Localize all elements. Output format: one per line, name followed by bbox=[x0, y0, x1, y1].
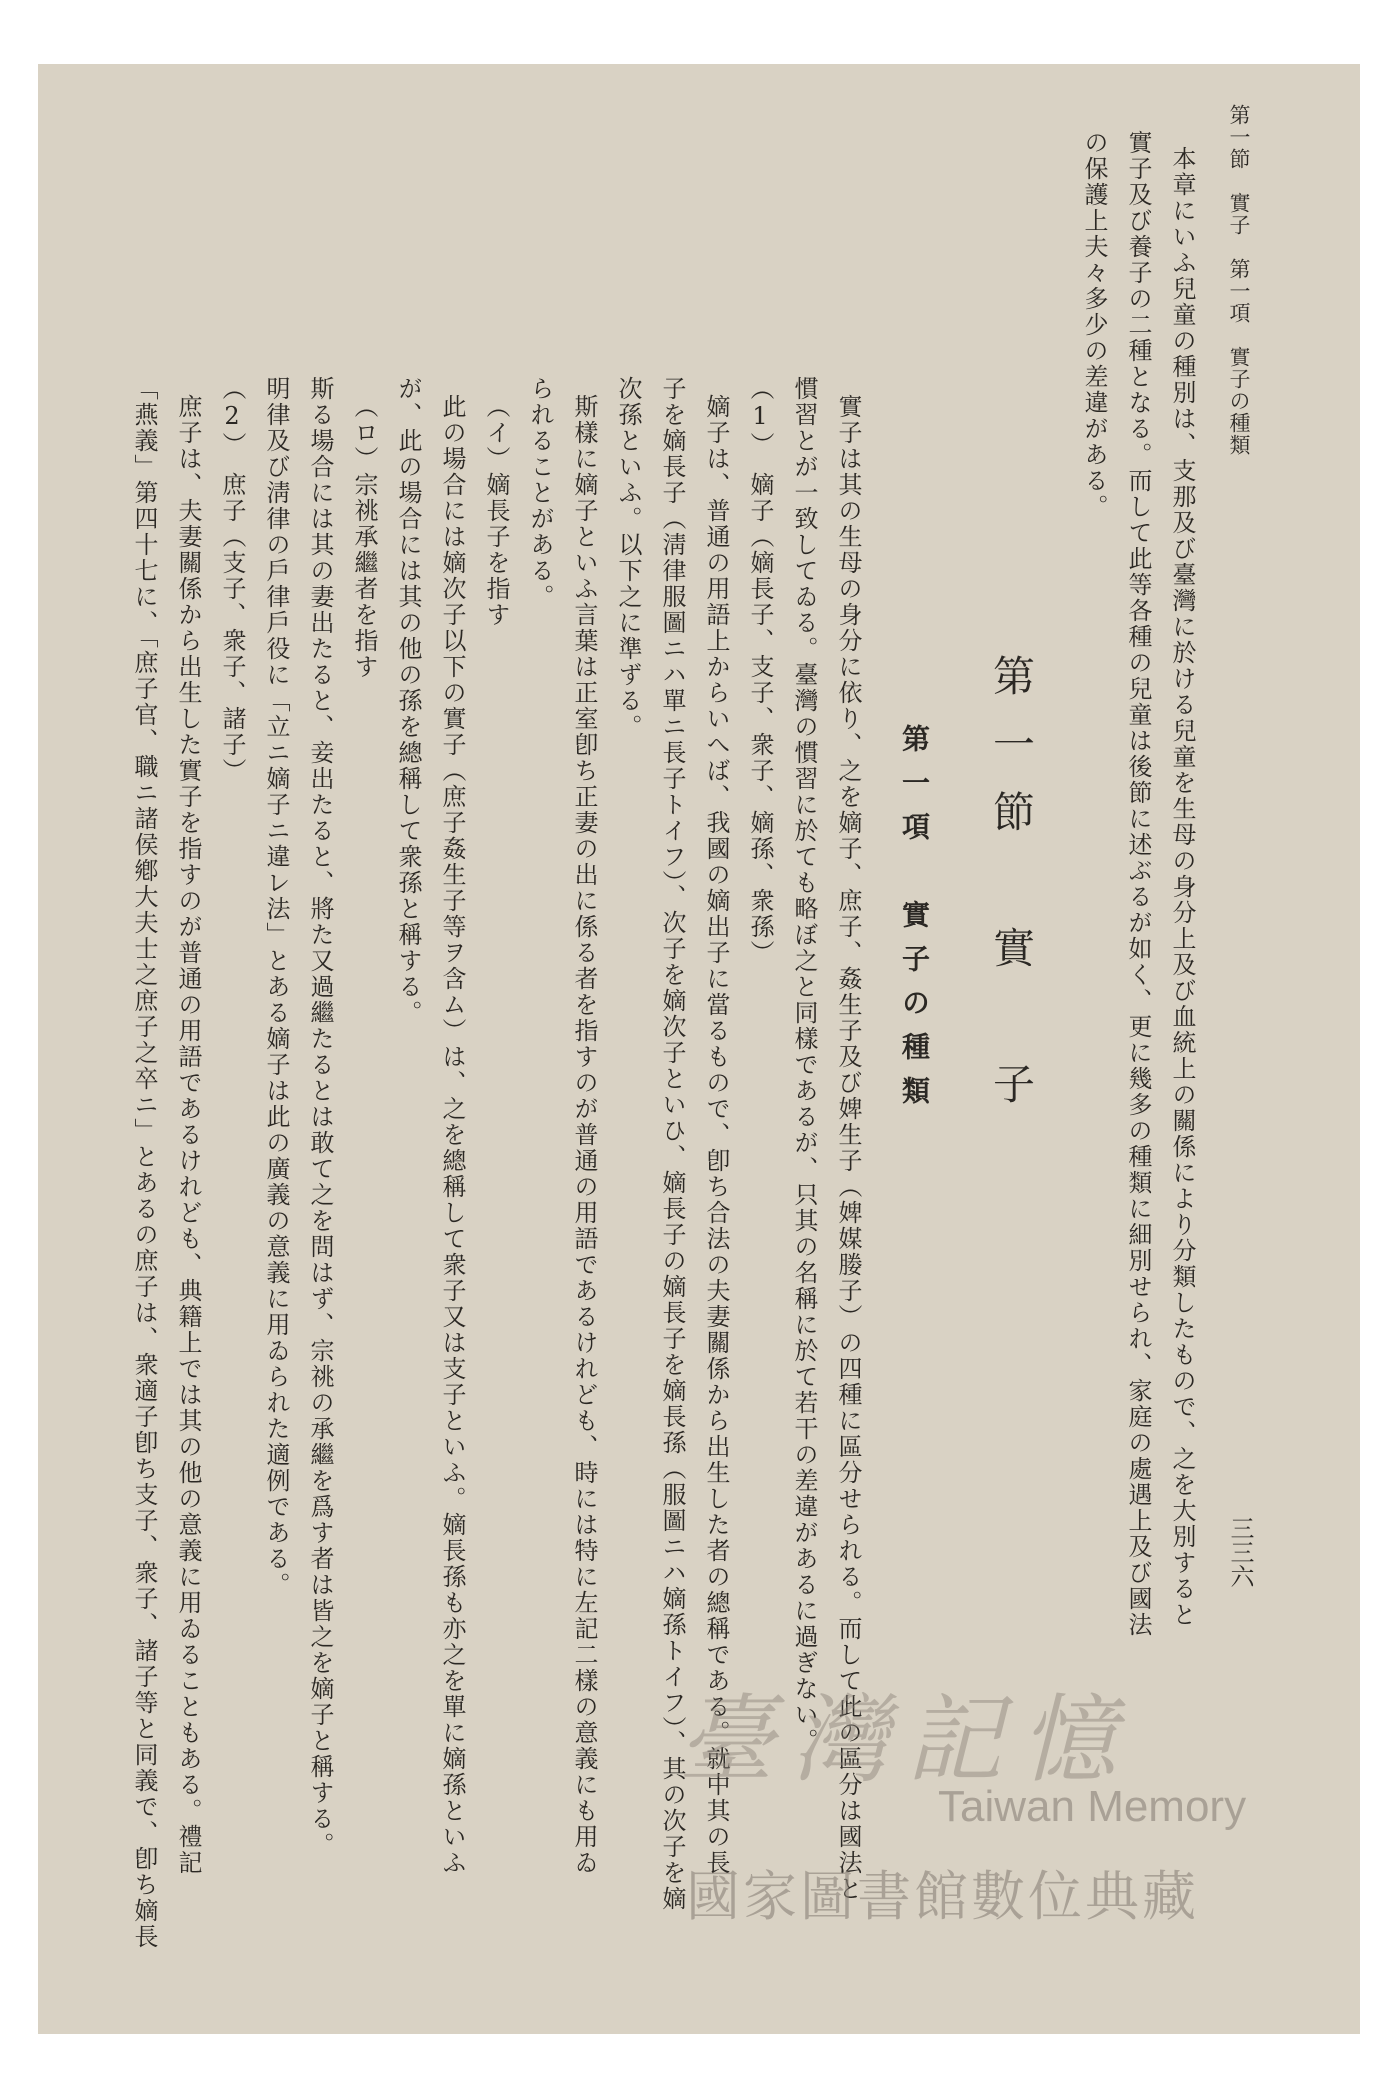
book-page bbox=[38, 64, 1360, 2034]
body-column: 庶子は、夫妻關係から出生した實子を指すのが普通の用語であるけれども、典籍上では其の他の意義に用ゐることもある。禮記 bbox=[174, 394, 202, 1876]
body-column: 子を嫡長子（淸律服圖ニハ單ニ長子トイフ）、次子を嫡次子といひ、嫡長子の嫡長子を嫡長孫（服圖ニハ嫡孫トイフ）、其の次子を嫡 bbox=[658, 376, 686, 1912]
body-column: 嫡子は、普通の用語上からいへば、我國の嫡出子に當るもので、卽ち合法の夫妻關係から出生した者の總稱である。就中其の長 bbox=[702, 394, 730, 1876]
body-column: 本章にいふ兒童の種別は、支那及び臺灣に於ける兒童を生母の身分上及び血統上の關係により分類したもので、之を大別すると bbox=[1168, 146, 1196, 1628]
body-column: が、此の場合には其の他の孫を總稱して衆孫と稱する。 bbox=[394, 376, 422, 1026]
watermark-library: 國家圖書館數位典藏 bbox=[686, 1865, 1199, 1928]
body-column: 明律及び淸律の戶律戶役に「立ニ嫡子ニ違レ法」とある嫡子は此の廣義の意義に用ゐられた適例である。 bbox=[262, 376, 290, 1598]
body-column: 「燕義」第四十七に、「庶子官、職ニ諸侯鄕大夫士之庶子之卒ニ」とあるの庶子は、衆適子卽ち支子、衆子、諸子等と同義で、卽ち嫡長 bbox=[130, 376, 158, 1950]
watermark-english: Taiwan Memory bbox=[938, 1782, 1247, 1831]
body-column: られることがある。 bbox=[526, 376, 554, 610]
body-column: の保護上夫々多少の差違がある。 bbox=[1080, 130, 1108, 520]
watermark-logo: 臺灣記憶 bbox=[678, 1684, 1134, 1796]
list-heading: （ロ）宗祧承繼者を指す bbox=[350, 394, 378, 680]
body-column: 斯樣に嫡子といふ言葉は正室卽ち正妻の出に係る者を指すのが普通の用語であるけれども、時には特に左記二樣の意義にも用ゐ bbox=[570, 394, 598, 1876]
section-title: 第一節 實 子 bbox=[987, 654, 1036, 1130]
page-number: 三三六 bbox=[1226, 1516, 1254, 1588]
list-heading: （イ）嫡長子を指す bbox=[482, 394, 510, 628]
subsection-title: 第一項 實子の種類 bbox=[898, 724, 931, 1120]
body-column: 斯る場合には其の妻出たると、妾出たると、將た又過繼たるとは敢て之を問はず、宗祧の承繼を爲す者は皆之を嫡子と稱する。 bbox=[306, 376, 334, 1858]
body-column: 次孫といふ。以下之に準ずる。 bbox=[614, 376, 642, 740]
body-column: 實子及び養子の二種となる。而して此等各種の兒童は後節に述ぶるが如く、更に幾多の種類に細別せられ、家庭の處遇上及び國法 bbox=[1124, 130, 1152, 1638]
list-heading: （2） 庶子（支子、衆子、諸子） bbox=[218, 376, 246, 784]
body-column: 實子は其の生母の身分に依り、之を嫡子、庶子、姦生子及び婢生子（婢媒媵子）の四種に區分せられる。而して此の區分は國法と bbox=[834, 394, 862, 1902]
running-head: 第一節 實子 第一項 實子の種類 bbox=[1227, 104, 1251, 456]
list-heading: （1） 嫡子（嫡長子、支子、衆子、嫡孫、衆孫） bbox=[746, 376, 774, 966]
body-column: 慣習とが一致してゐる。臺灣の慣習に於ても略ぼ之と同樣であるが、只其の名稱に於て若干の差違があるに過ぎない。 bbox=[790, 376, 818, 1754]
body-column: 此の場合には嫡次子以下の實子（庶子姦生子等ヲ含ム）は、之を總稱して衆子又は支子といふ。嫡長孫も亦之を單に嫡孫といふ bbox=[438, 394, 466, 1876]
